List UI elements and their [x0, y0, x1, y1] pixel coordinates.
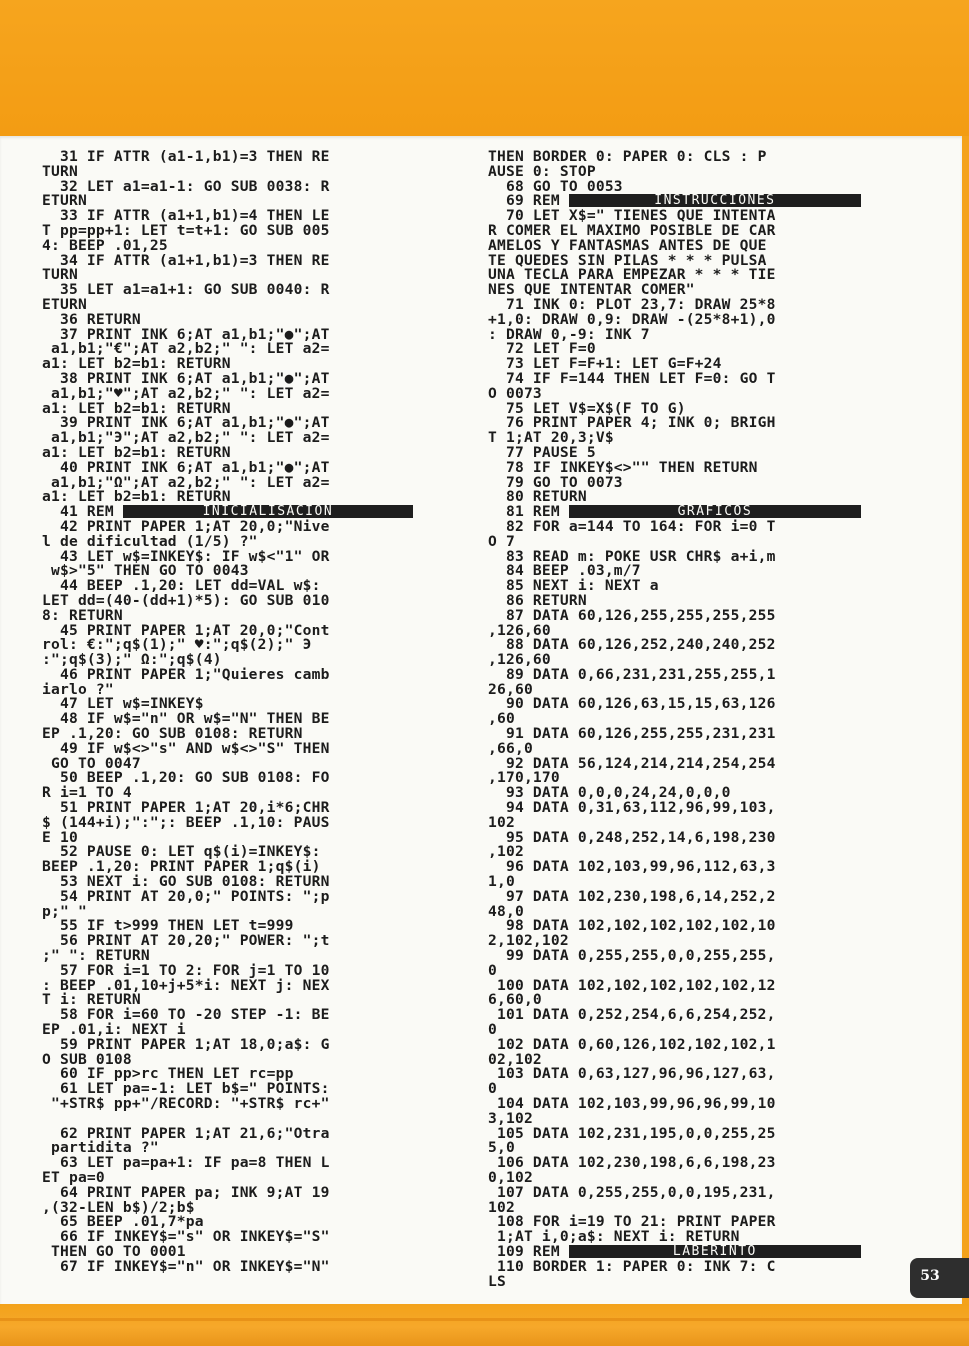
code-text: 73 LET F=F+1: LET G=F+24: [488, 355, 722, 373]
code-text: 90 DATA 60,126,63,15,15,63,126: [488, 695, 776, 713]
code-text: 79 GO TO 0073: [488, 473, 623, 491]
code-text: a1: LET b2=b1: RETURN: [42, 443, 231, 461]
code-line: [488, 1257, 896, 1275]
code-text: 3,102: [488, 1109, 533, 1127]
code-text: 45 PRINT PAPER 1;AT 20,0;"Cont: [42, 621, 330, 639]
code-text: 52 PAUSE 0: LET q$(i)=INKEY$:: [42, 843, 321, 861]
code-text: R i=1 TO 4: [42, 784, 132, 802]
listing-right-column: [488, 150, 896, 1289]
code-text: 44 BEEP .1,20: LET dd=VAL w$:: [42, 577, 321, 595]
code-line: [488, 1035, 896, 1053]
code-text: 50 BEEP .1,20: GO SUB 0108: FO: [42, 769, 330, 787]
code-text: l de dificultad (1/5) ?": [42, 532, 258, 550]
code-text: UNA TECLA PARA EMPEZAR * * * TIE: [488, 266, 776, 284]
code-text: 37 PRINT INK 6;AT a1,b1;"●";AT: [42, 325, 330, 343]
code-text: 8: RETURN: [42, 606, 123, 624]
code-line: [42, 887, 444, 905]
code-line: [488, 697, 896, 712]
code-text: 40 PRINT INK 6;AT a1,b1;"●";AT: [42, 458, 330, 476]
code-text: 0: [488, 1021, 497, 1039]
code-text: LS: [488, 1272, 506, 1290]
code-text: EP .1,20: GO SUB 0108: RETURN: [42, 725, 303, 743]
code-text: 66 IF INKEY$="s" OR INKEY$="S": [42, 1228, 330, 1246]
code-text: 57 FOR i=1 TO 2: FOR j=1 TO 10: [42, 961, 330, 979]
code-text: T pp=pp+1: LET t=t+1: GO SUB 005: [42, 221, 330, 239]
code-line: [488, 976, 896, 994]
code-line: [488, 828, 896, 846]
code-text: a1,b1;"Э";AT a2,b2;" ": LET a2=: [42, 429, 330, 447]
code-text: 6,60,0: [488, 991, 542, 1009]
page-number: 53: [920, 1268, 940, 1284]
code-text: $ (144+i);":";: BEEP .1,10: PAUS: [42, 813, 330, 831]
code-text: 71 INK 0: PLOT 23,7: DRAW 25*8: [488, 295, 776, 313]
code-line: [488, 517, 896, 535]
code-text: 63 LET pa=pa+1: IF pa=8 THEN L: [42, 1154, 330, 1172]
code-text: BEEP .1,20: PRINT PAPER 1;q$(i): [42, 858, 321, 876]
code-text: 78 IF INKEY$<>"" THEN RETURN: [488, 458, 758, 476]
code-line: [488, 1272, 896, 1290]
code-text: 34 IF ATTR (a1+1,b1)=3 THEN RE: [42, 251, 330, 269]
code-text: 55 IF t>999 THEN LET t=999: [42, 917, 294, 935]
code-text: 101 DATA 0,252,254,6,6,254,252,: [488, 1006, 776, 1024]
listing-left-column: [42, 150, 444, 1275]
code-text: O 0073: [488, 384, 542, 402]
code-text: 36 RETURN: [42, 310, 141, 328]
code-text: LET dd=(40-(dd+1)*5): GO SUB 010: [42, 591, 330, 609]
top-orange-band: [0, 0, 969, 136]
code-text: 26,60: [488, 680, 533, 698]
code-text: 103 DATA 0,63,127,96,96,127,63,: [488, 1065, 776, 1083]
code-line: [488, 727, 896, 742]
code-text: ;" ": RETURN: [42, 947, 150, 965]
code-text: 82 FOR a=144 TO 164: FOR i=0 T: [488, 517, 776, 535]
code-text: 91 DATA 60,126,255,255,231,231: [488, 725, 776, 743]
code-text: 85 NEXT i: NEXT a: [488, 577, 659, 595]
code-text: 62 PRINT PAPER 1;AT 21,6;"Otra: [42, 1124, 330, 1142]
code-text: 98 DATA 102,102,102,102,102,10: [488, 917, 776, 935]
rem-section-bar: GRAFICOS: [569, 505, 861, 518]
code-text: iarlo ?": [42, 680, 114, 698]
rem-section-bar: INICIALISACION: [123, 505, 413, 518]
code-text: 86 RETURN: [488, 591, 587, 609]
code-text: a1,b1;"€";AT a2,b2;" ": LET a2=: [42, 340, 330, 358]
code-text: "+STR$ pp+"/RECORD: "+STR$ rc+": [42, 1095, 330, 1112]
code-text: T i: RETURN: [42, 991, 141, 1009]
code-text: THEN BORDER 0: PAPER 0: CLS : P: [488, 148, 767, 165]
code-text: 110 BORDER 1: PAPER 0: INK 7: C: [488, 1257, 776, 1275]
code-text: : BEEP .01,10+j+5*i: NEXT j: NEX: [42, 976, 330, 994]
code-text: 64 PRINT PAPER pa; INK 9;AT 19: [42, 1183, 330, 1201]
code-text: 99 DATA 0,255,255,0,0,255,255,: [488, 947, 776, 965]
code-text: 106 DATA 102,230,198,6,6,198,23: [488, 1154, 776, 1172]
code-text: : DRAW 0,-9: INK 7: [488, 325, 650, 343]
code-text: 109 REM: [488, 1242, 569, 1260]
code-text: 83 READ m: POKE USR CHR$ a+i,m: [488, 547, 776, 565]
code-text: 35 LET a1=a1+1: GO SUB 0040: R: [42, 281, 330, 299]
code-text: 0: [488, 1080, 497, 1098]
code-text: 96 DATA 102,103,99,96,112,63,3: [488, 858, 776, 876]
code-text: a1,b1;"♥";AT a2,b2;" ": LET a2=: [42, 384, 330, 402]
code-text: 1;AT i,0;a$: NEXT i: RETURN: [488, 1228, 740, 1246]
code-text: 59 PRINT PAPER 1;AT 18,0;a$: G: [42, 1035, 330, 1053]
code-line: [488, 801, 896, 816]
code-text: 88 DATA 60,126,252,240,240,252: [488, 636, 776, 654]
code-text: ,66,0: [488, 739, 533, 757]
code-text: TURN: [42, 266, 78, 284]
code-text: ETURN: [42, 295, 87, 313]
code-line: [488, 860, 896, 875]
code-text: 65 BEEP .01,7*pa: [42, 1213, 204, 1231]
code-line: [488, 1008, 896, 1023]
code-line: [488, 887, 896, 905]
code-text: 47 LET w$=INKEY$: [42, 695, 204, 713]
code-line: [42, 1257, 444, 1275]
code-text: 81 REM: [488, 503, 569, 521]
code-text: T 1;AT 20,3;V$: [488, 429, 614, 447]
code-text: EP .01,i: NEXT i: [42, 1021, 186, 1039]
code-text: 72 LET F=0: [488, 340, 596, 358]
code-text: ET pa=0: [42, 1168, 105, 1186]
code-text: ,(32-LEN b$)/2;b$: [42, 1198, 195, 1216]
code-text: 48,0: [488, 902, 524, 920]
code-line: [488, 1097, 896, 1112]
code-text: 1,0: [488, 873, 515, 891]
code-text: 2,102,102: [488, 932, 569, 950]
code-text: 0,102: [488, 1168, 533, 1186]
code-text: 49 IF w$<>"s" AND w$<>"S" THEN: [42, 739, 330, 757]
code-text: AUSE 0: STOP: [488, 162, 596, 180]
code-text: 102: [488, 1198, 515, 1216]
code-text: 94 DATA 0,31,63,112,96,99,103,: [488, 799, 776, 817]
code-text: ,126,60: [488, 621, 551, 639]
code-text: ,60: [488, 710, 515, 728]
code-text: a1: LET b2=b1: RETURN: [42, 399, 231, 417]
code-text: ,126,60: [488, 651, 551, 669]
rem-section-bar: INSTRUCCIONES: [569, 194, 861, 207]
code-text: AMELOS Y FANTASMAS ANTES DE QUE: [488, 236, 767, 254]
code-text: 39 PRINT INK 6;AT a1,b1;"●";AT: [42, 414, 330, 432]
code-text: 02,102: [488, 1050, 542, 1068]
code-text: 54 PRINT AT 20,0;" POINTS: ";p: [42, 887, 330, 905]
code-text: 102: [488, 813, 515, 831]
code-text: a1,b1;"Ω";AT a2,b2;" ": LET a2=: [42, 473, 330, 491]
code-text: O 7: [488, 532, 515, 550]
code-text: 75 LET V$=X$(F TO G): [488, 399, 686, 417]
code-text: 108 FOR i=19 TO 21: PRINT PAPER: [488, 1213, 776, 1231]
code-text: 51 PRINT PAPER 1;AT 20,i*6;CHR: [42, 799, 330, 817]
code-line: [488, 949, 896, 964]
rem-section-bar: LABERINTO: [569, 1245, 861, 1258]
code-text: 4: BEEP .01,25: [42, 236, 168, 254]
code-line: [42, 813, 444, 831]
code-text: 32 LET a1=a1-1: GO SUB 0038: R: [42, 177, 330, 195]
code-text: 42 PRINT PAPER 1;AT 20,0;"Nive: [42, 517, 330, 535]
bottom-orange-band: [0, 1304, 969, 1346]
code-text: NES QUE INTENTAR COMER": [488, 281, 695, 299]
code-line: [42, 251, 444, 269]
code-text: 70 LET X$=" TIENES QUE INTENTA: [488, 207, 776, 225]
code-text: TE QUEDES SIN PILAS * * * PULSA: [488, 251, 767, 269]
code-line: [488, 369, 896, 387]
code-text: 102 DATA 0,60,126,102,102,102,1: [488, 1035, 776, 1053]
code-text: 60 IF pp>rc THEN LET rc=pp: [42, 1065, 294, 1083]
code-text: 43 LET w$=INKEY$: IF w$<"1" OR: [42, 547, 330, 565]
code-text: 92 DATA 56,124,214,214,254,254: [488, 754, 776, 772]
code-line: [488, 1183, 896, 1201]
code-text: 38 PRINT INK 6;AT a1,b1;"●";AT: [42, 369, 330, 387]
code-text: 76 PRINT PAPER 4; INK 0; BRIGH: [488, 414, 776, 432]
code-line: [488, 1124, 896, 1142]
code-text: w$>"5" THEN GO TO 0043: [42, 562, 249, 580]
code-text: 68 GO TO 0053: [488, 177, 623, 195]
code-text: 67 IF INKEY$="n" OR INKEY$="N": [42, 1257, 330, 1275]
code-text: THEN GO TO 0001: [42, 1242, 186, 1260]
code-text: 5,0: [488, 1139, 515, 1157]
code-text: 33 IF ATTR (a1+1,b1)=4 THEN LE: [42, 207, 330, 225]
code-text: 87 DATA 60,126,255,255,255,255: [488, 606, 776, 624]
code-text: +1,0: DRAW 0,9: DRAW -(25*8+1),0: [488, 310, 776, 328]
code-text: p;" ": [42, 902, 87, 920]
code-text: 56 PRINT AT 20,20;" POWER: ";t: [42, 932, 330, 950]
code-text: partidita ?": [42, 1139, 159, 1157]
code-text: 104 DATA 102,103,99,96,96,99,10: [488, 1095, 776, 1112]
code-text: 61 LET pa=-1: LET b$=" POINTS:: [42, 1080, 330, 1098]
code-text: 107 DATA 0,255,255,0,0,195,231,: [488, 1183, 776, 1201]
code-text: a1: LET b2=b1: RETURN: [42, 488, 231, 506]
code-text: 74 IF F=144 THEN LET F=0: GO T: [488, 369, 776, 387]
code-line: [488, 665, 896, 683]
code-text: 69 REM: [488, 192, 569, 210]
code-line: [42, 177, 444, 195]
code-text: 53 NEXT i: GO SUB 0108: RETURN: [42, 873, 330, 891]
code-text: 84 BEEP .03,m/7: [488, 562, 641, 580]
code-text: :";q$(3);" Ω:";q$(4): [42, 651, 222, 669]
code-text: 95 DATA 0,248,252,14,6,198,230: [488, 828, 776, 846]
code-text: O SUB 0108: [42, 1050, 132, 1068]
code-text: 58 FOR i=60 TO -20 STEP -1: BE: [42, 1006, 330, 1024]
code-text: R COMER EL MAXIMO POSIBLE DE CAR: [488, 221, 776, 239]
bottom-rule: [0, 1318, 969, 1321]
code-line: [488, 1067, 896, 1082]
code-text: rol: €:";q$(1);" ♥:";q$(2);" Э: [42, 636, 312, 654]
code-text: 80 RETURN: [488, 488, 587, 506]
code-text: 0: [488, 961, 497, 979]
code-text: 46 PRINT PAPER 1;"Quieres camb: [42, 665, 330, 683]
code-text: 93 DATA 0,0,0,24,24,0,0,0: [488, 784, 731, 802]
code-line: [42, 1097, 444, 1112]
code-text: 31 IF ATTR (a1-1,b1)=3 THEN RE: [42, 148, 330, 165]
code-text: ,102: [488, 843, 524, 861]
code-text: 105 DATA 102,231,195,0,0,255,25: [488, 1124, 776, 1142]
code-text: a1: LET b2=b1: RETURN: [42, 355, 231, 373]
code-text: 48 IF w$="n" OR w$="N" THEN BE: [42, 710, 330, 728]
code-line: [42, 283, 444, 298]
code-line: [42, 150, 444, 165]
code-text: 97 DATA 102,230,198,6,14,252,2: [488, 887, 776, 905]
code-text: 89 DATA 0,66,231,231,255,255,1: [488, 665, 776, 683]
code-text: E 10: [42, 828, 78, 846]
code-line: [488, 1156, 896, 1171]
code-text: 41 REM: [42, 503, 123, 521]
code-text: TURN: [42, 162, 78, 180]
code-text: ,170,170: [488, 769, 560, 787]
code-text: GO TO 0047: [42, 754, 141, 772]
code-text: ETURN: [42, 192, 87, 210]
code-text: 100 DATA 102,102,102,102,102,12: [488, 976, 776, 994]
code-text: 77 PAUSE 5: [488, 443, 596, 461]
